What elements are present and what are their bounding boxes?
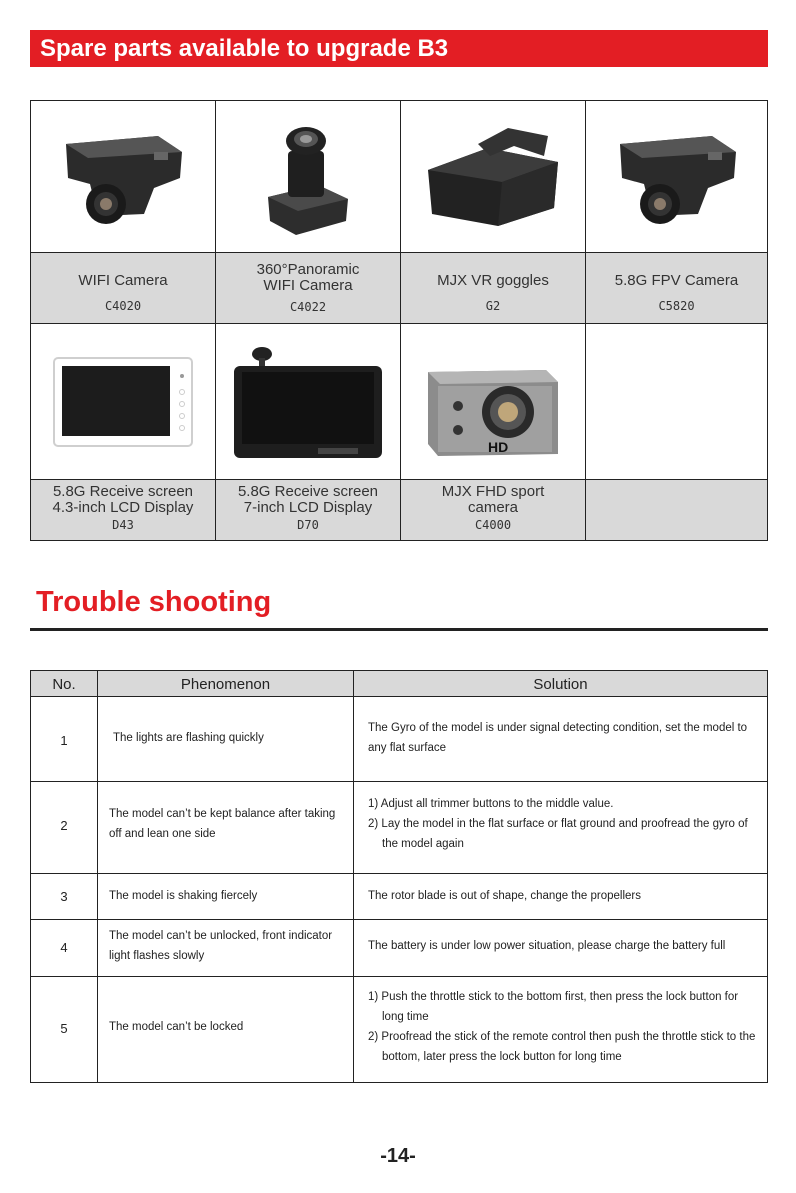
sport-camera-icon (401, 324, 585, 479)
part-caption (586, 253, 767, 323)
lcd-display-7in-icon (216, 324, 400, 479)
row-solution (368, 718, 760, 758)
empty-cell (586, 324, 767, 479)
solution-line: 1) Push the throttle stick to the bottom first, then press the lock button for long time (368, 991, 739, 1023)
row-solution (368, 987, 760, 1067)
grid-divider (31, 323, 767, 324)
table-row (31, 874, 767, 920)
part-name: WIFI Camera (78, 272, 168, 289)
table-row (31, 920, 767, 977)
empty-caption (586, 480, 767, 540)
row-phenomenon: The model is shaking fiercely (109, 890, 258, 902)
part-caption (216, 253, 400, 323)
row-number: 1 (60, 733, 68, 748)
part-code: C4022 (289, 300, 327, 314)
part-name: MJX VR goggles (437, 272, 549, 289)
table-row (31, 782, 767, 874)
troubleshooting-table (30, 670, 768, 1083)
part-name: MJX FHD sport camera (441, 483, 545, 516)
header-no: No. (52, 676, 76, 693)
solution-line: 2) Proofread the stick of the remote control then push the throttle stick to the bottom, later press the lock button for long time (368, 1031, 756, 1063)
part-name: 5.8G FPV Camera (614, 272, 739, 289)
row-solution (368, 936, 760, 956)
grid-divider (31, 479, 767, 480)
title-underline (30, 628, 768, 631)
solution-line: The Gyro of the model is under signal detecting condition, set the model to any flat surface (368, 722, 748, 754)
wifi-camera-icon (31, 101, 215, 252)
part-caption (216, 480, 400, 540)
part-caption (401, 253, 585, 323)
table-row (31, 977, 767, 1082)
row-phenomenon: The lights are flashing quickly (113, 732, 264, 744)
lcd-display-icon (31, 324, 215, 479)
table-header (31, 671, 767, 697)
column-divider (97, 671, 98, 1082)
solution-line: The rotor blade is out of shape, change the propellers (368, 890, 641, 902)
part-caption (31, 480, 215, 540)
row-solution (368, 794, 760, 854)
grid-divider (400, 101, 401, 540)
part-caption (31, 253, 215, 323)
row-number: 3 (60, 889, 68, 904)
part-code: C4000 (474, 518, 512, 532)
vr-goggles-icon (401, 101, 585, 252)
row-phenomenon: The model can’t be locked (109, 1021, 244, 1033)
page-number: -14- (380, 1145, 416, 1167)
part-code: D70 (297, 518, 319, 532)
part-name: 360°Panoramic WIFI Camera (256, 261, 360, 294)
spare-parts-grid (30, 100, 768, 541)
column-divider (353, 671, 354, 1082)
row-number: 2 (60, 818, 68, 833)
part-name: 5.8G Receive screen 7-inch LCD Display (237, 483, 379, 516)
part-code: C5820 (658, 299, 695, 313)
solution-line: 1) Adjust all trimmer buttons to the middle value. (368, 798, 614, 810)
fpv-camera-icon (586, 101, 767, 252)
row-number: 4 (60, 940, 68, 955)
part-code: D43 (112, 518, 134, 532)
grid-divider (585, 101, 586, 540)
troubleshooting-title: Trouble shooting (36, 586, 272, 618)
grid-divider (31, 252, 767, 253)
table-row (31, 697, 767, 782)
solution-line: The battery is under low power situation, please charge the battery full (368, 940, 726, 952)
part-name: 5.8G Receive screen 4.3-inch LCD Display (52, 483, 194, 516)
row-solution (368, 886, 760, 906)
part-code: C4020 (104, 299, 142, 313)
section-banner: Spare parts available to upgrade B3 (30, 30, 768, 67)
row-phenomenon: The model can’t be kept balance after taking off and lean one side (109, 808, 336, 840)
row-number: 5 (60, 1021, 68, 1036)
header-phenomenon: Phenomenon (180, 676, 271, 693)
part-code: G2 (485, 299, 501, 313)
solution-line: 2) Lay the model in the flat surface or flat ground and proofread the gyro of the model again (368, 818, 748, 850)
header-solution: Solution (533, 676, 588, 693)
grid-divider (215, 101, 216, 540)
hd-badge: HD (488, 438, 509, 455)
panoramic-camera-icon (216, 101, 400, 252)
row-phenomenon: The model can’t be unlocked, front indicator light flashes slowly (109, 930, 333, 962)
part-caption (401, 480, 585, 540)
